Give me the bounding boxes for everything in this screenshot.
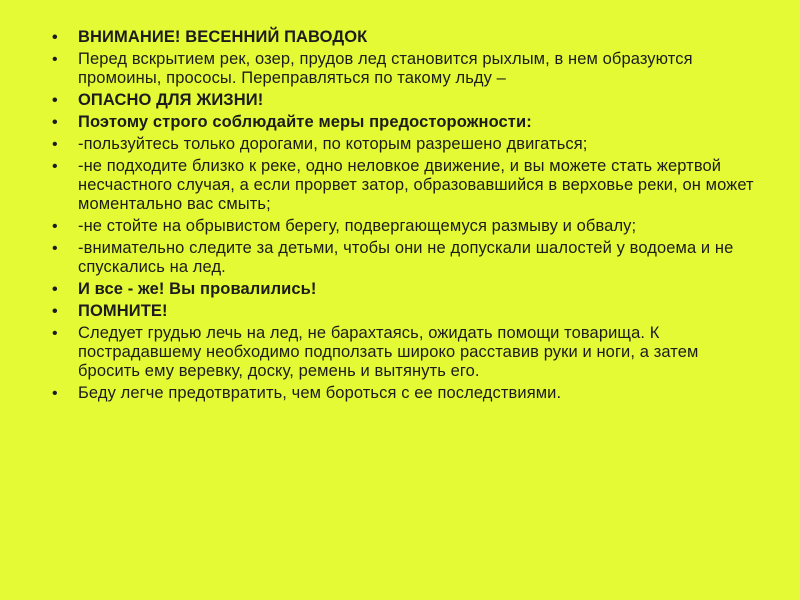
bullet-warning-heading: • ВНИМАНИЕ! ВЕСЕННИЙ ПАВОДОК (52, 28, 764, 47)
bullet-list (52, 28, 764, 403)
bullet-rescue-instructions: • Следует грудью лечь на лед, не барахтаясь, ожидать помощи товарища. К пострадавшему необходимо подползать широко расставив руки и ноги, а затем бросить ему веревку, доску, ремень и вытянуть его. (52, 324, 764, 381)
bullet-use-roads: • -пользуйтесь только дорогами, по которым разрешено двигаться; (52, 135, 764, 154)
bullet-prevention: • Беду легче предотвратить, чем бороться с ее последствиями. (52, 384, 764, 403)
bullet-precautions-heading: • Поэтому строго соблюдайте меры предосторожности: (52, 113, 764, 132)
bullet-ice-description: • Перед вскрытием рек, озер, прудов лед становится рыхлым, в нем образуются промоины, прососы. Переправляться по такому льду – (52, 50, 764, 88)
bullet-keep-away-river: • -не подходите близко к реке, одно неловкое движение, и вы можете стать жертвой несчастного случая, а если прорвет затор, образовавшийся в верховье реки, он может моментально вас смыть; (52, 157, 764, 214)
bullet-avoid-steep-bank: • -не стойте на обрывистом берегу, подвергающемуся размыву и обвалу; (52, 217, 764, 236)
bullet-danger: • ОПАСНО ДЛЯ ЖИЗНИ! (52, 91, 764, 110)
bullet-watch-children: • -внимательно следите за детьми, чтобы они не допускали шалостей у водоема и не спускались на лед. (52, 239, 764, 277)
bullet-remember: • ПОМНИТЕ! (52, 302, 764, 321)
bullet-fell-through: • И все - же! Вы провалились! (52, 280, 764, 299)
